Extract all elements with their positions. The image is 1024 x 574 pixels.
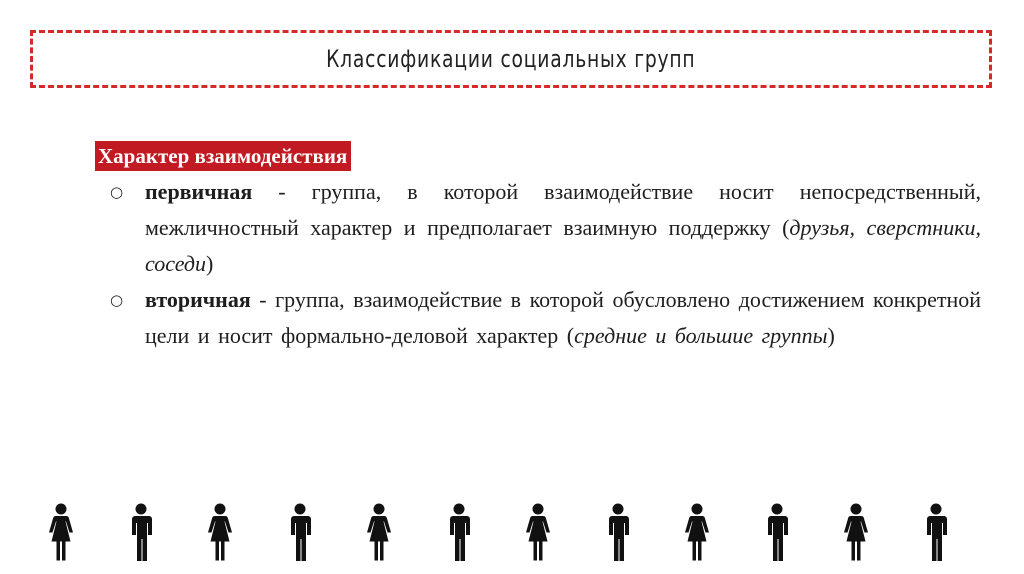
item-examples: средние и большие группы [574, 323, 828, 348]
female-figure-icon [48, 503, 74, 561]
slide-title: Классификации социальных групп [326, 45, 696, 73]
item-term: вторичная [145, 287, 251, 312]
female-figure-icon [207, 503, 233, 561]
close-paren: ) [827, 323, 835, 348]
item-text [145, 174, 981, 282]
male-figure-icon [128, 503, 154, 561]
male-figure-icon [923, 503, 949, 561]
male-figure-icon [605, 503, 631, 561]
section-header: Характер взаимодействия [95, 141, 351, 171]
title-frame [30, 30, 992, 88]
people-figures-row [40, 503, 960, 565]
content-block [95, 141, 981, 354]
circle-bullet-icon: ○ [110, 291, 124, 309]
female-figure-icon [684, 503, 710, 561]
item-term: первичная [145, 179, 253, 204]
female-figure-icon [366, 503, 392, 561]
list-item-secondary [95, 282, 981, 354]
item-examples: друзья, сверстники, соседи [145, 215, 981, 276]
circle-bullet-icon: ○ [110, 183, 124, 201]
male-figure-icon [287, 503, 313, 561]
item-definition: - группа, взаимодействие в которой обусловлено достижением конкретной цели и носит формально-деловой характер [145, 287, 981, 348]
list-item-primary [95, 174, 981, 282]
close-paren: ) [206, 251, 214, 276]
item-definition: - группа, в которой взаимодействие носит непосредственный, межличностный характер и предполагает взаимную поддержку [145, 179, 981, 240]
female-figure-icon [525, 503, 551, 561]
open-paren: ( [782, 215, 790, 240]
item-text [145, 282, 981, 354]
open-paren: ( [566, 323, 575, 348]
female-figure-icon [843, 503, 869, 561]
male-figure-icon [446, 503, 472, 561]
classification-list [95, 174, 981, 354]
male-figure-icon [764, 503, 790, 561]
